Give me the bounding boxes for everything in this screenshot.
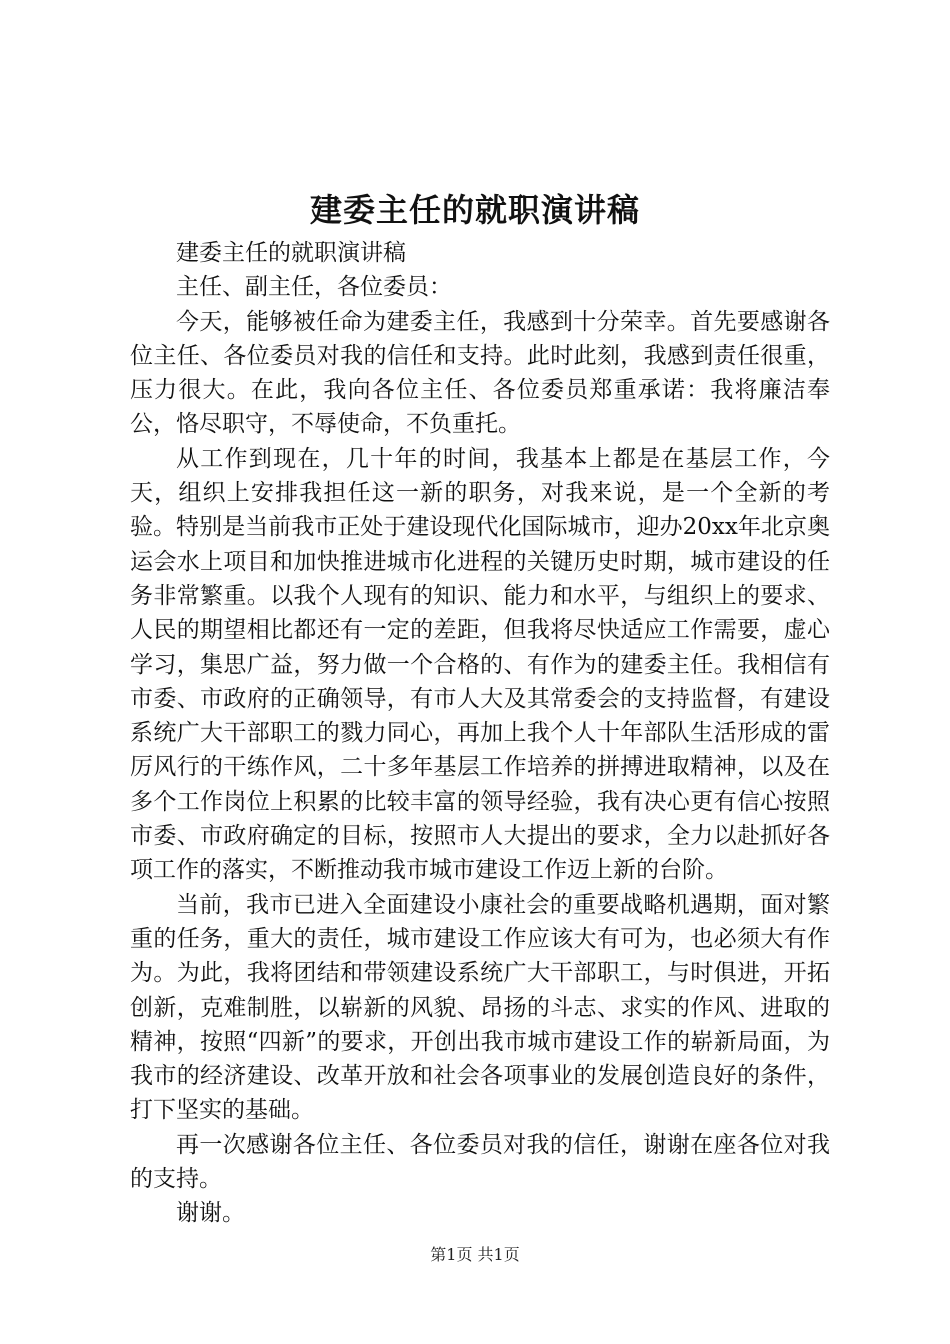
body-paragraph: 从工作到现在，几十年的时间，我基本上都是在基层工作，今天，组织上安排我担任这一新的职务，对我来说，是一个全新的考验。特别是当前我市正处于建设现代化国际城市，迎办20xx年北京奥运会水上项目和加快推进城市化进程的关键历史时期，城市建设的任务非常繁重。以我个人现有的知识、能力和水平，与组织上的要求、人民的期望相比都还有一定的差距，但我将尽快适应工作需要，虚心学习，集思广益，努力做一个合格的、有作为的建委主任。我相信有市委、市政府的正确领导，有市人大及其常委会的支持监督，有建设系统广大干部职工的戮力同心，再加上我个人十年部队生活形成的雷厉风行的干练作风，二十多年基层工作培养的拼搏进取精神，以及在多个工作岗位上积累的比较丰富的领导经验，我有决心更有信心按照市委、市政府确定的目标，按照市人大提出的要求，全力以赴抓好各项工作的落实，不断推动我市城市建设工作迈上新的台阶。 <box>130 445 830 884</box>
body-paragraph: 当前，我市已进入全面建设小康社会的重要战略机遇期，面对繁重的任务，重大的责任，城市建设工作应该大有可为，也必须大有作为。为此，我将团结和带领建设系统广大干部职工，与时俱进，开拓创新，克难制胜，以崭新的风貌、昂扬的斗志、求实的作风、进取的精神，按照“四新”的要求，开创出我市城市建设工作的崭新局面，为我市的经济建设、改革开放和社会各项事业的发展创造良好的条件，打下坚实的基础。 <box>130 891 830 1124</box>
page-footer: 第1页 共1页 <box>430 1245 520 1264</box>
body-paragraph: 今天，能够被任命为建委主任，我感到十分荣幸。首先要感谢各位主任、各位委员对我的信任和支持。此时此刻，我感到责任很重，压力很大。在此，我向各位主任、各位委员郑重承诺：我将廉洁奉公，恪尽职守，不辱使命，不负重托。 <box>130 308 830 438</box>
salutation-paragraph: 主任、副主任，各位委员： <box>176 274 452 301</box>
closing-paragraph: 再一次感谢各位主任、各位委员对我的信任，谢谢在座各位对我的支持。 <box>130 1131 830 1193</box>
subtitle-paragraph: 建委主任的就职演讲稿 <box>176 240 406 266</box>
thanks-paragraph: 谢谢。 <box>176 1200 245 1227</box>
document-body <box>130 236 830 1231</box>
document-title: 建委主任的就职演讲稿 <box>309 191 640 229</box>
